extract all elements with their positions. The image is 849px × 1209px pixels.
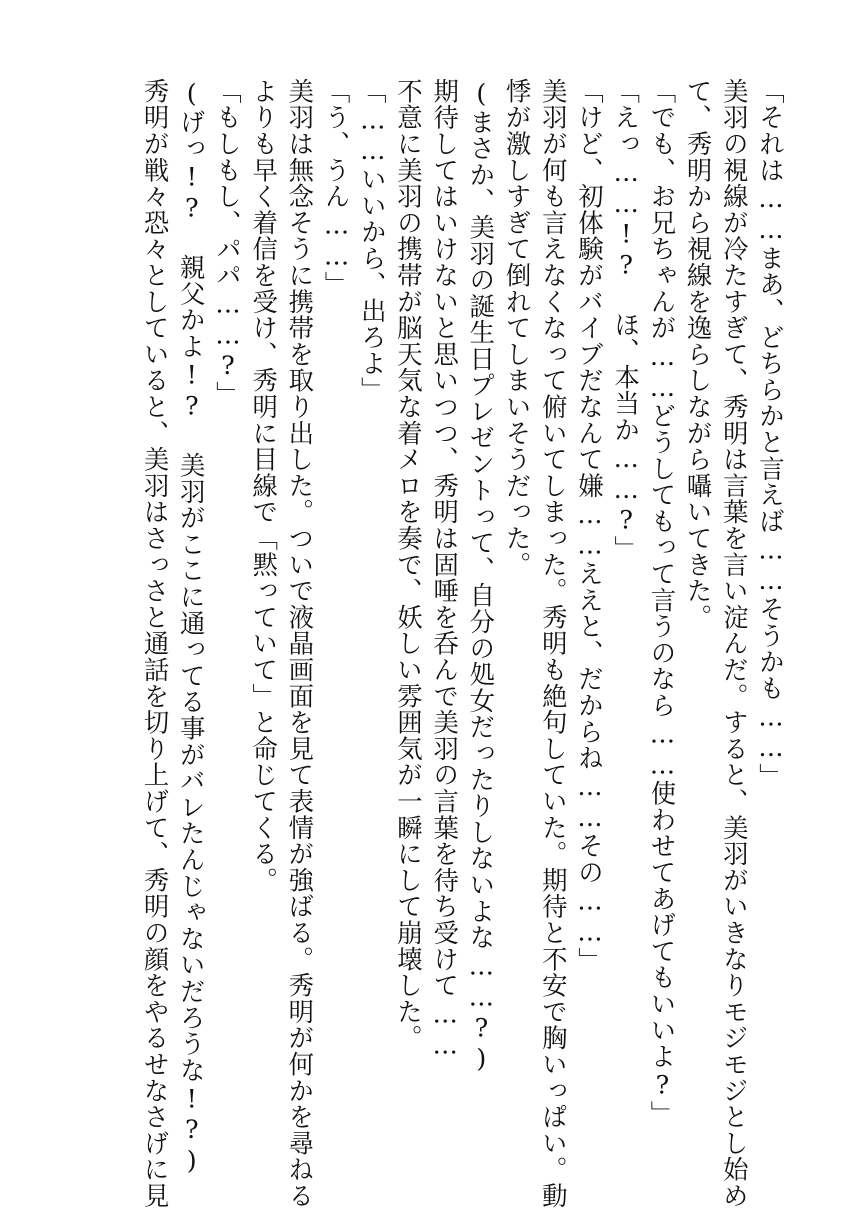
text-line: 「もしもし、パパ……?」 [212, 78, 243, 408]
text-line: 美羽の視線が冷たすぎて、秀明は言葉を言い淀んだ。すると、美羽がいきなりモジモジとし始め [719, 78, 750, 1209]
text-line: よりも早く着信を受け、秀明に目線で「黙っていて」と命じてくる。 [249, 78, 280, 894]
text-line: 美羽は無念そうに携帯を取り出した。ついで液晶画面を見て表情が強ばる。秀明が何かを尋ねる [285, 78, 316, 1209]
text-line: 「けど、初体験がバイブだなんて嫌……ええと、だからね……その……」 [574, 78, 605, 974]
text-line: 秀明が戦々恐々としていると、美羽はさっさと通話を切り上げて、秀明の顔をやるせなさげに見 [140, 78, 171, 1209]
text-line: 「……いいから、出ろよ」 [357, 78, 388, 403]
text-line: 美羽が何も言えなくなって俯いてしまった。秀明も絶句していた。期待と不安で胸いっぱい。動 [538, 78, 569, 1209]
text-line: て、秀明から視線を逸らしながら囁いてきた。 [683, 78, 714, 631]
vertical-text-body [137, 78, 789, 1209]
text-line: 「それは……まあ、どちらかと言えば……そうかも……」 [756, 78, 786, 790]
text-line: 不意に美羽の携帯が脳天気な着メロを奏で、妖しい雰囲気が一瞬にして崩壊した。 [393, 78, 424, 1052]
text-line: 「う、うん……」 [321, 78, 352, 298]
text-line: (げっ!? 親父かよ!? 美羽がここに通ってる事がバレたんじゃないだろうな!?) [176, 78, 207, 1176]
text-line: 「でも、お兄ちゃんが……どうしてもって言うのなら……使わせてあげてもいいよ?」 [647, 78, 678, 1127]
text-line: 悸が激しすぎて倒れてしまいそうだった。 [502, 78, 533, 578]
text-line: 期待してはいけないと思いつつ、秀明は固唾を呑んで美羽の言葉を待ち受けて…… [430, 78, 461, 1061]
text-line: 「えっ……!? ほ、本当か……?」 [611, 78, 642, 562]
text-line: (まさか、美羽の誕生日プレゼントって、自分の処女だったりしないよな……?) [466, 78, 497, 1075]
